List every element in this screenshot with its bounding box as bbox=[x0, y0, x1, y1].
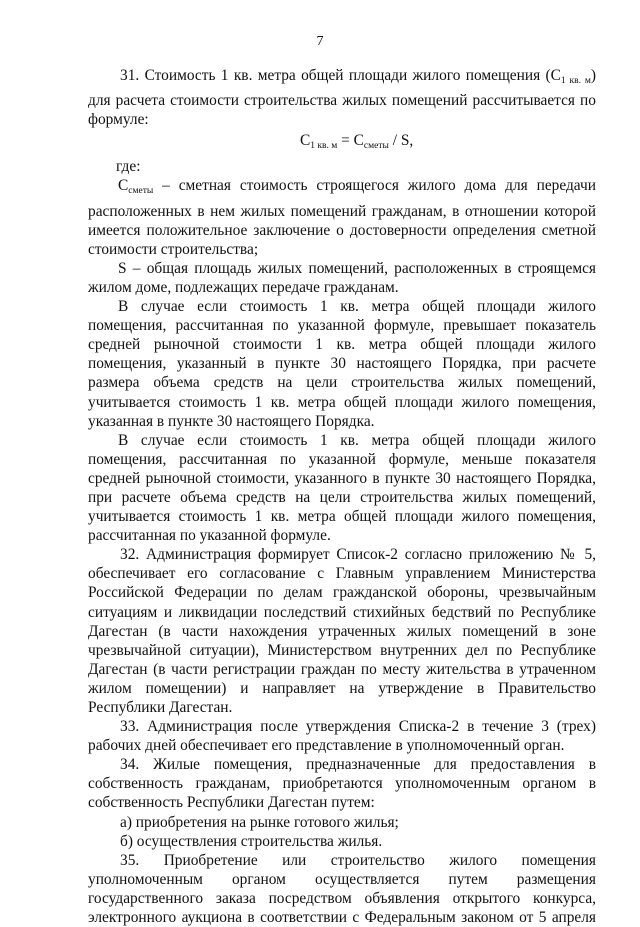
definition-c-subscript: сметы bbox=[128, 186, 154, 197]
definition-c-symbol: С bbox=[118, 177, 129, 195]
definition-c-text: – сметная стоимость строящегося жилого дома для передачи расположенных в нем жилых помещений гражданам, в отношении которой имеется положительное заключение о достоверности определения сметной стоимости строительства; bbox=[88, 177, 596, 258]
where-label: где: bbox=[116, 158, 141, 176]
definition-s: S – общая площадь жилых помещений, расположенных в строящемся жилом доме, подлежащих передаче гражданам. bbox=[88, 259, 596, 296]
formula bbox=[88, 131, 596, 156]
paragraph-31-subscript: 1 кв. м bbox=[560, 76, 591, 86]
document-body bbox=[88, 66, 596, 927]
list-item-a: а) приобретения на рынке готового жилья; bbox=[120, 813, 399, 831]
formula-rest: / S, bbox=[388, 132, 414, 150]
formula-lhs: С bbox=[300, 132, 311, 150]
paragraph-33: 33. Администрация после утверждения Списка-2 в течение 3 (трех) рабочих дней обеспечивает его представление в уполномоченный орган. bbox=[88, 718, 596, 755]
page-number: 7 bbox=[316, 34, 324, 49]
formula-equals: = С bbox=[337, 132, 364, 150]
definition-c-smety bbox=[88, 176, 596, 258]
formula-rhs-subscript: сметы bbox=[363, 141, 389, 152]
paragraph-31 bbox=[88, 66, 596, 129]
paragraph-31-tail: ) для расчета стоимости строительства жилых помещений рассчитывается по формуле: bbox=[88, 67, 596, 129]
list-item-b: б) осуществления строительства жилья. bbox=[120, 832, 383, 850]
paragraph-34: 34. Жилые помещения, предназначенные для предоставления в собственность гражданам, приобретаются уполномоченным органом в собственность Республики Дагестан путем: bbox=[88, 756, 596, 812]
paragraph-32: 32. Администрация формирует Список-2 согласно приложению № 5, обеспечивает его согласование с Главным управлением Министерства Российской Федерации по делам гражданской обороны, чрезвычайным ситуациям и ликвидации последствий стихийных бедствий по Республике Дагестан (в части нахождения утраченных жилых помещений в зоне чрезвычайной ситуации), Министерством внутренних дел по Республике Дагестан (в части регистрации граждан по месту жительства в утраченном жилом помещении) и направляет на утверждение в Правительство Республики Дагестан. bbox=[88, 546, 596, 716]
paragraph-greater-case: В случае если стоимость 1 кв. метра общей площади жилого помещения, рассчитанная по указанной формуле, превышает показатель средней рыночной стоимости 1 кв. метра общей площади жилого помещения, указанный в пункте 30 настоящего Порядка, при расчете размера объема средств на цели строительства жилых помещений, учитывается стоимость 1 кв. метра общей площади жилого помещения, указанная в пункте 30 настоящего Порядка. bbox=[88, 298, 596, 430]
paragraph-35: 35. Приобретение или строительство жилого помещения уполномоченным органом осуществляется путем размещения государственного заказа посредством объявления открытого конкурса, электронного аукциона в соответствии с Федеральным законом от 5 апреля bbox=[88, 851, 596, 927]
formula-lhs-subscript: 1 кв. м bbox=[310, 141, 338, 152]
paragraph-31-lead: 31. Стоимость 1 кв. метра общей площади жилого помещения (С bbox=[120, 67, 561, 84]
paragraph-less-case: В случае если стоимость 1 кв. метра общей площади жилого помещения, рассчитанная по указанной формуле, меньше показателя средней рыночной стоимости, указанного в пункте 30 настоящего Порядка, при расчете объема средств на цели строительства жилых помещений, учитывается стоимость 1 кв. метра общей площади жилого помещения, рассчитанная по указанной формуле. bbox=[88, 431, 596, 545]
